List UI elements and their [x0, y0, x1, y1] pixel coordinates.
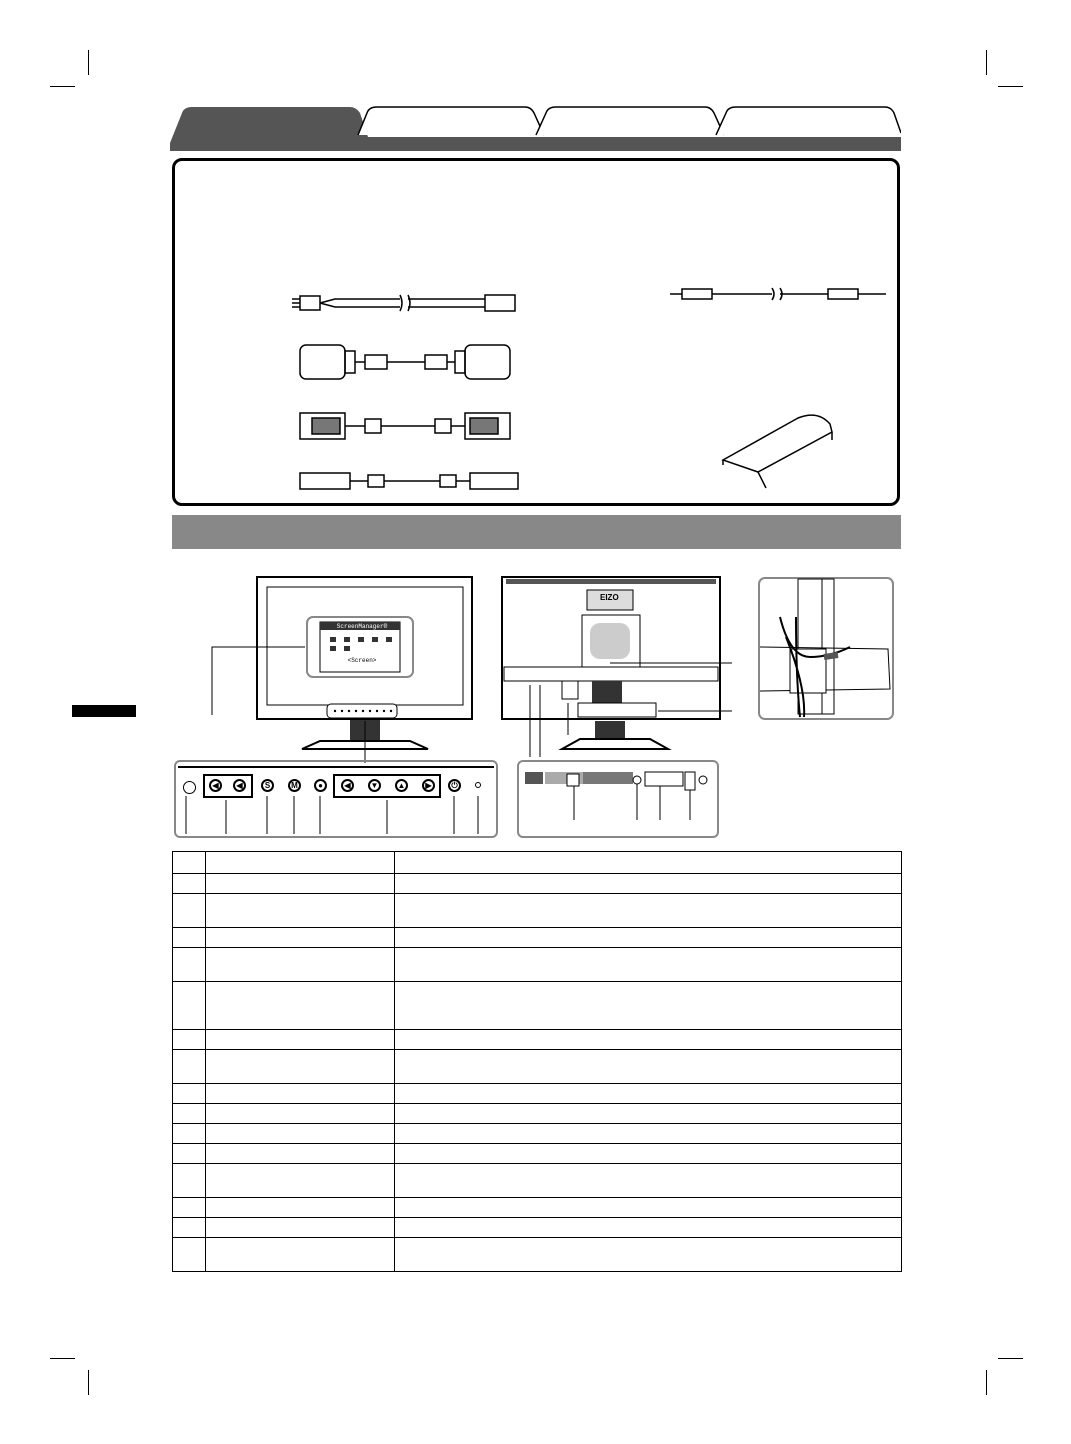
part-description — [395, 1050, 902, 1084]
row-number — [173, 1030, 206, 1050]
tab-3 — [536, 107, 724, 135]
volume-up-button[interactable]: ◀ — [233, 779, 246, 792]
row-number — [173, 894, 206, 928]
row-number — [173, 1124, 206, 1144]
part-name — [206, 982, 395, 1030]
crop-mark — [50, 1358, 75, 1359]
part-name — [206, 1198, 395, 1218]
up-arrow-button[interactable]: ▲ — [395, 779, 408, 792]
table-row — [173, 852, 902, 874]
cable-management-inset — [758, 577, 894, 720]
enter-button[interactable]: ● — [314, 779, 327, 792]
part-name — [206, 1124, 395, 1144]
part-description — [395, 1084, 902, 1104]
crop-mark — [50, 86, 75, 87]
table-row — [173, 1218, 902, 1238]
dvi-cable-illustration — [300, 345, 510, 379]
part-name — [206, 928, 395, 948]
left-arrow-button[interactable]: ◀ — [341, 779, 354, 792]
control-panel-line — [178, 766, 494, 768]
crop-mark — [986, 50, 987, 75]
table-row — [173, 928, 902, 948]
part-description — [395, 1030, 902, 1050]
control-panel-callout-lines — [174, 796, 498, 838]
table-row — [173, 982, 902, 1030]
part-name — [206, 852, 395, 874]
row-number — [173, 852, 206, 874]
row-number — [173, 1104, 206, 1124]
crop-mark — [998, 1358, 1023, 1359]
row-number — [173, 1144, 206, 1164]
part-name — [206, 1030, 395, 1050]
power-button[interactable]: ⏻ — [448, 779, 461, 792]
audio-cable-illustration — [668, 283, 890, 305]
crop-mark — [88, 50, 89, 75]
s-button[interactable]: S — [261, 779, 274, 792]
part-name — [206, 1144, 395, 1164]
cable-illustrations — [290, 285, 530, 495]
row-number — [173, 1084, 206, 1104]
brand-logo: EIZO — [600, 593, 619, 602]
row-number — [173, 1218, 206, 1238]
tab-2 — [358, 107, 544, 135]
row-number — [173, 1238, 206, 1272]
side-chapter-marker — [72, 705, 136, 717]
usb-cable-illustration — [300, 473, 518, 489]
table-row — [173, 1030, 902, 1050]
power-cord-illustration — [292, 295, 515, 311]
table-row — [173, 1198, 902, 1218]
part-description — [395, 1218, 902, 1238]
chapter-tabs — [170, 105, 901, 153]
table-row — [173, 874, 902, 894]
rear-connectors-illustration — [519, 762, 717, 836]
volume-down-button[interactable]: ◀ — [209, 779, 222, 792]
table-row — [173, 948, 902, 982]
part-name — [206, 874, 395, 894]
crop-mark — [88, 1370, 89, 1395]
right-arrow-button[interactable]: ▶ — [422, 779, 435, 792]
part-description — [395, 894, 902, 928]
table-row — [173, 1238, 902, 1272]
m-button[interactable]: M — [288, 779, 301, 792]
part-name — [206, 1050, 395, 1084]
crop-mark — [998, 86, 1023, 87]
table-row — [173, 1084, 902, 1104]
parts-table — [172, 851, 902, 1272]
part-name — [206, 1218, 395, 1238]
part-description — [395, 1238, 902, 1272]
down-arrow-button[interactable]: ▼ — [368, 779, 381, 792]
table-row — [173, 894, 902, 928]
section-header-band — [172, 515, 901, 549]
table-row — [173, 1124, 902, 1144]
part-name — [206, 1084, 395, 1104]
power-led-icon — [183, 781, 196, 794]
part-name — [206, 1104, 395, 1124]
part-description — [395, 874, 902, 894]
part-name — [206, 1238, 395, 1272]
part-name — [206, 948, 395, 982]
part-description — [395, 852, 902, 874]
table-row — [173, 1164, 902, 1198]
part-description — [395, 1104, 902, 1124]
row-number — [173, 874, 206, 894]
part-name — [206, 894, 395, 928]
table-row — [173, 1104, 902, 1124]
row-number — [173, 982, 206, 1030]
row-number — [173, 1198, 206, 1218]
crop-mark — [986, 1370, 987, 1395]
row-number — [173, 1050, 206, 1084]
part-description — [395, 1164, 902, 1198]
row-number — [173, 1164, 206, 1198]
dsub-cable-illustration — [300, 413, 510, 439]
part-description — [395, 1198, 902, 1218]
part-description — [395, 948, 902, 982]
part-description — [395, 982, 902, 1030]
screen-manager-subtitle: <Screen> — [347, 657, 377, 664]
table-row — [173, 1050, 902, 1084]
tab-4 — [716, 107, 901, 135]
row-number — [173, 928, 206, 948]
screen-manager-title: ScreenManager® — [336, 623, 388, 630]
part-description — [395, 1144, 902, 1164]
part-description — [395, 1124, 902, 1144]
part-name — [206, 1164, 395, 1198]
table-row — [173, 1144, 902, 1164]
row-number — [173, 948, 206, 982]
power-indicator-icon — [475, 782, 481, 788]
part-description — [395, 928, 902, 948]
cable-cover-illustration — [718, 410, 840, 490]
